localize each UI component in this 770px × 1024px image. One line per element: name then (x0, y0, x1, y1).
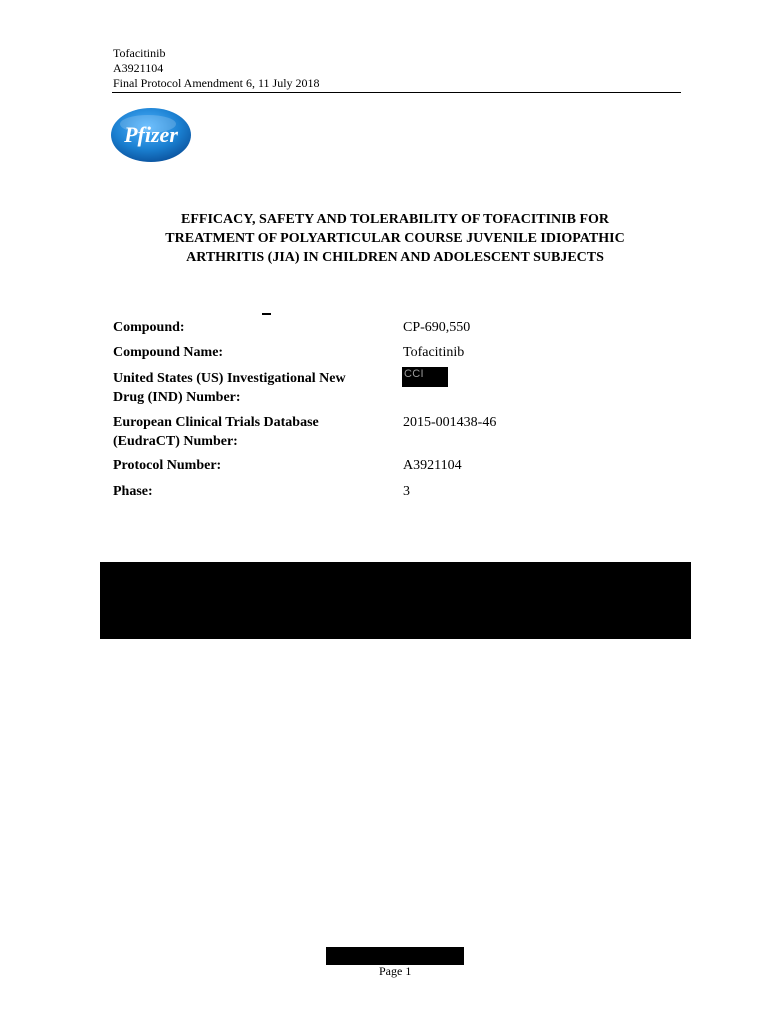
header-amendment: Final Protocol Amendment 6, 11 July 2018 (113, 76, 320, 90)
page-number: Page 1 (379, 964, 412, 978)
title-line: EFFICACY, SAFETY AND TOLERABILITY OF TOFACITINIB FOR (181, 212, 609, 227)
ind-label-line: Drug (IND) Number: (113, 390, 241, 405)
compound-label: Compound: (113, 320, 185, 335)
protocol-number-value: A3921104 (403, 458, 462, 473)
protocol-number-label: Protocol Number: (113, 458, 222, 473)
title-line: TREATMENT OF POLYARTICULAR COURSE JUVENILE IDIOPATHIC (165, 231, 625, 246)
ind-number-label (113, 369, 346, 407)
compound-name-value: Tofacitinib (403, 345, 465, 360)
ind-label-line: United States (US) Investigational New (113, 371, 346, 386)
protocol-title (100, 210, 690, 267)
compound-value: CP-690,550 (403, 320, 471, 335)
header-divider (112, 92, 681, 93)
pfizer-logo (110, 106, 192, 164)
phase-label: Phase: (113, 484, 153, 499)
phase-value: 3 (403, 484, 410, 499)
ind-number-redaction (402, 367, 448, 387)
running-header (113, 46, 320, 91)
footer-redaction (326, 947, 464, 965)
logo-wordmark: Pfizer (124, 122, 178, 147)
eudract-label-line: European Clinical Trials Database (113, 415, 319, 430)
header-protocol-id: A3921104 (113, 61, 164, 75)
eudract-label (113, 413, 319, 451)
header-drug-name: Tofacitinib (113, 46, 166, 60)
compound-name-label: Compound Name: (113, 345, 224, 360)
redaction-code: CCI (404, 368, 424, 380)
redaction-block (100, 562, 691, 639)
dash-mark (262, 313, 271, 315)
eudract-value: 2015-001438-46 (403, 415, 497, 430)
eudract-label-line: (EudraCT) Number: (113, 434, 238, 449)
title-line: ARTHRITIS (JIA) IN CHILDREN AND ADOLESCENT SUBJECTS (186, 250, 604, 265)
